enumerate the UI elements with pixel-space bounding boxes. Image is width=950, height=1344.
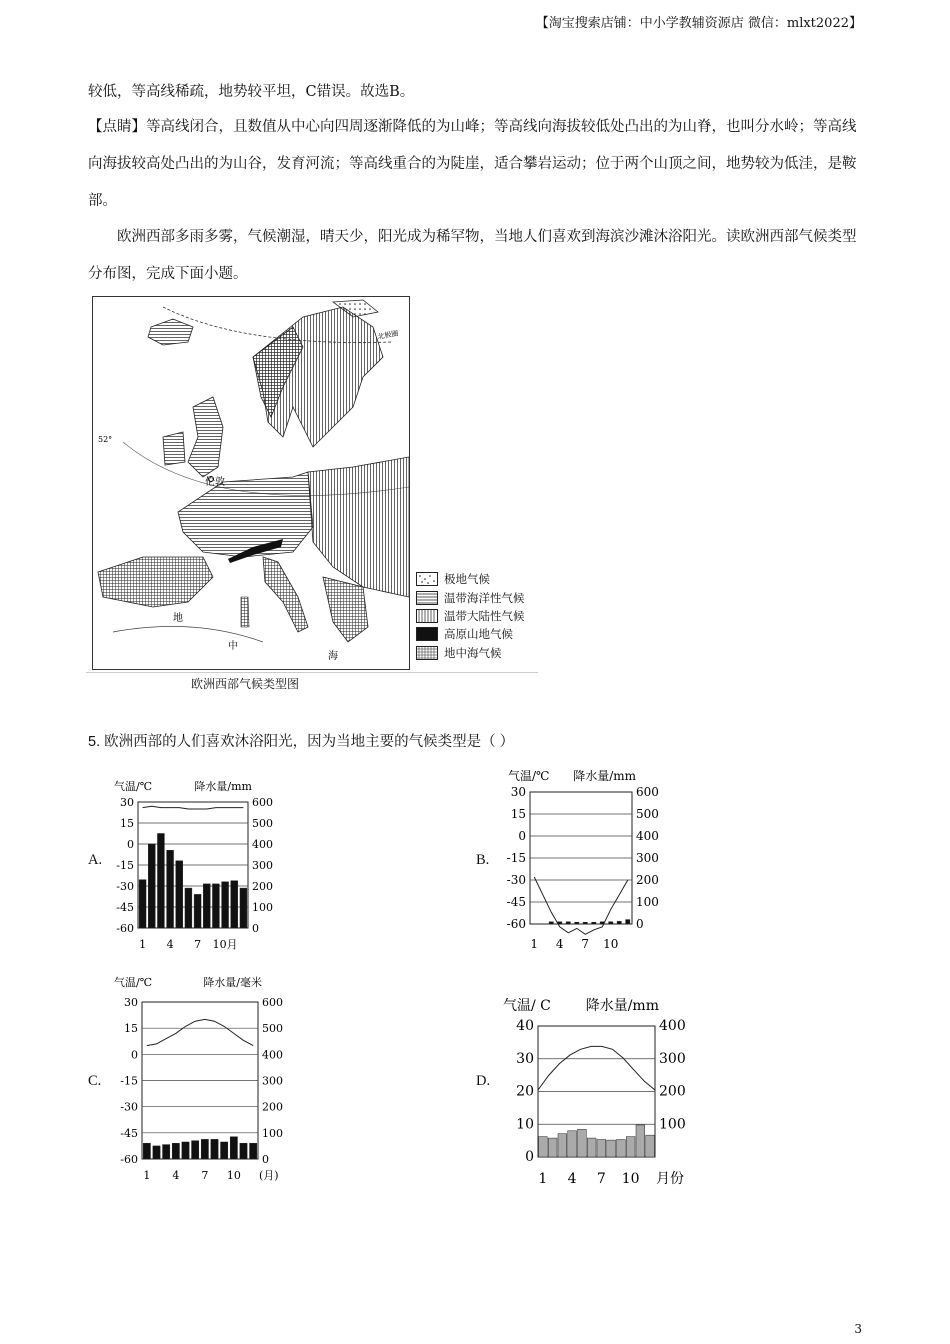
chart-precip-bar xyxy=(583,922,587,924)
chart-precip-bar xyxy=(172,1143,179,1159)
chart-precip-tick: 300 xyxy=(636,851,659,865)
chart-x-tick: 1 xyxy=(143,1169,151,1182)
legend-item xyxy=(416,570,525,588)
chart-temp-tick: 0 xyxy=(518,829,526,843)
chart-x-tick: 1 xyxy=(530,937,539,951)
chart-precip-tick: 0 xyxy=(252,922,259,935)
chart-precip-bar xyxy=(587,1138,596,1157)
chart-x-tick: 4 xyxy=(555,937,564,951)
chart-temp-tick: -30 xyxy=(506,873,526,887)
chart-precip-tick: 200 xyxy=(659,1083,686,1100)
chart-ylabel-left: 气温/ C xyxy=(503,998,551,1014)
chart-precip-bar xyxy=(192,1141,199,1159)
map-graphic xyxy=(93,297,409,669)
chart-x-tick: 4 xyxy=(567,1171,577,1187)
chart-ylabel-right: 降水量/mm xyxy=(585,998,659,1014)
chart-temp-tick: 0 xyxy=(525,1149,534,1165)
chart-precip-tick: 200 xyxy=(252,880,273,893)
chart-precip-bar xyxy=(148,844,155,928)
chart-precip-tick: 600 xyxy=(252,796,273,809)
chart-temp-tick: -45 xyxy=(116,901,134,914)
chart-precip-tick: 500 xyxy=(262,1022,283,1036)
chart-precip-tick: 500 xyxy=(252,817,273,830)
map-label-london: 伦敦 xyxy=(205,477,225,488)
chart-temp-tick: -60 xyxy=(116,922,134,935)
chart-precip-bar xyxy=(203,884,210,928)
chart-x-tick: 4 xyxy=(172,1169,180,1182)
chart-x-tick: (月) xyxy=(258,1169,279,1182)
legend-item xyxy=(416,588,525,606)
chart-precip-bar xyxy=(231,881,238,928)
chart-precip-tick: 300 xyxy=(252,859,273,872)
chart-precip-tick: 100 xyxy=(262,1126,283,1140)
chart-temp-line xyxy=(534,877,628,934)
chart-x-tick: 1 xyxy=(538,1171,548,1187)
chart-temp-tick: 30 xyxy=(124,996,138,1009)
chart-x-tick: 10月 xyxy=(212,938,238,951)
chart-x-tick: 10 xyxy=(226,1169,241,1182)
chart-x-tick: 10 xyxy=(621,1171,640,1187)
chart-temp-tick: 40 xyxy=(516,1018,534,1034)
legend-item xyxy=(416,607,525,625)
chart-precip-bar xyxy=(250,1143,257,1159)
chart-x-tick: 7 xyxy=(596,1171,606,1187)
map-label-sea: 海 xyxy=(328,651,338,662)
chart-precip-bar xyxy=(548,1138,557,1157)
option-c-label: C. xyxy=(88,1073,102,1089)
chart-temp-tick: 20 xyxy=(516,1083,534,1100)
question-5: 5. 欧洲西部的人们喜欢沐浴阳光，因为当地主要的气候类型是（ ） xyxy=(88,734,515,750)
paragraph-1: 较低，等高线稀疏，地势较平坦，C错误。故选B。 xyxy=(88,84,415,100)
chart-precip-tick: 200 xyxy=(636,873,659,887)
option-a-label: A. xyxy=(88,852,103,868)
legend-swatch-polar xyxy=(416,572,438,586)
chart-ylabel-right: 降水量/mm xyxy=(573,769,636,783)
climate-chart-d xyxy=(495,996,725,1191)
chart-ylabel-left: 气温/℃ xyxy=(114,780,153,793)
chart-precip-bar xyxy=(607,1140,616,1157)
chart-x-tick: 7 xyxy=(581,937,590,951)
chart-precip-bar xyxy=(139,880,146,928)
chart-temp-tick: 0 xyxy=(131,1048,138,1062)
climate-chart-a xyxy=(106,776,286,956)
map-legend xyxy=(416,570,525,662)
chart-temp-tick: 30 xyxy=(120,796,134,809)
climate-chart-b xyxy=(500,766,670,956)
chart-temp-tick: -15 xyxy=(120,1074,138,1088)
chart-precip-bar xyxy=(167,850,174,928)
chart-precip-bar xyxy=(592,922,596,924)
chart-precip-tick: 300 xyxy=(262,1074,283,1088)
option-d-label: D. xyxy=(476,1073,491,1089)
chart-precip-bar xyxy=(240,1143,247,1159)
chart-x-tick: 10 xyxy=(603,937,619,951)
chart-temp-tick: 30 xyxy=(510,785,526,799)
chart-temp-tick: 15 xyxy=(510,807,526,821)
legend-item xyxy=(416,625,525,643)
chart-precip-tick: 200 xyxy=(262,1100,283,1114)
map-label-lat: 52° xyxy=(98,435,113,444)
chart-temp-tick: -45 xyxy=(120,1126,138,1140)
chart-temp-tick: -30 xyxy=(120,1100,138,1114)
europe-climate-map xyxy=(92,296,410,670)
legend-label: 高原山地气候 xyxy=(444,627,513,642)
chart-precip-tick: 400 xyxy=(659,1018,686,1034)
map-label-mid: 中 xyxy=(228,641,238,652)
chart-temp-line xyxy=(538,1046,655,1090)
chart-x-tick: 月份 xyxy=(655,1171,684,1187)
chart-ylabel-right: 降水量/mm xyxy=(194,780,252,793)
chart-precip-bar xyxy=(157,834,164,929)
chart-temp-line xyxy=(143,806,244,809)
chart-precip-bar xyxy=(201,1139,208,1159)
chart-precip-bar xyxy=(212,884,219,928)
chart-precip-bar xyxy=(194,894,201,928)
chart-temp-line xyxy=(147,1019,253,1045)
chart-temp-tick: 10 xyxy=(516,1116,534,1133)
chart-precip-tick: 300 xyxy=(659,1050,686,1067)
map-caption-text: 欧洲西部气候类型图 xyxy=(191,677,300,691)
chart-precip-bar xyxy=(222,882,229,928)
chart-precip-tick: 400 xyxy=(252,838,273,851)
chart-precip-bar xyxy=(240,888,247,928)
option-b-label: B. xyxy=(476,852,490,868)
chart-precip-bar xyxy=(176,861,183,928)
legend-swatch-highland xyxy=(416,627,438,641)
chart-precip-tick: 500 xyxy=(636,807,659,821)
chart-precip-bar xyxy=(626,920,630,924)
map-caption xyxy=(86,672,538,692)
chart-x-tick: 7 xyxy=(201,1169,209,1182)
chart-precip-bar xyxy=(597,1140,606,1157)
chart-ylabel-right: 降水量/毫米 xyxy=(203,976,262,989)
chart-precip-bar xyxy=(221,1142,228,1159)
chart-temp-tick: -15 xyxy=(116,859,134,872)
chart-temp-tick: 0 xyxy=(127,838,134,851)
chart-precip-tick: 400 xyxy=(636,829,659,843)
chart-x-tick: 7 xyxy=(194,938,202,951)
legend-swatch-continental xyxy=(416,609,438,623)
chart-precip-bar xyxy=(575,922,579,924)
map-label-land: 地 xyxy=(173,613,183,624)
page-header: 【淘宝搜索店铺：中小学教辅资源店 微信：mlxt2022】 xyxy=(535,16,862,31)
chart-ylabel-left: 气温/℃ xyxy=(508,769,550,783)
legend-label: 温带大陆性气候 xyxy=(444,608,525,623)
chart-temp-tick: -60 xyxy=(120,1153,138,1166)
chart-temp-tick: 15 xyxy=(124,1022,138,1036)
chart-temp-tick: 30 xyxy=(516,1050,534,1067)
chart-temp-tick: -60 xyxy=(506,917,526,931)
chart-temp-tick: -15 xyxy=(506,851,526,865)
chart-precip-bar xyxy=(538,1137,547,1157)
chart-temp-tick: -45 xyxy=(506,895,526,909)
chart-precip-tick: 400 xyxy=(262,1048,283,1062)
chart-precip-bar xyxy=(230,1137,237,1159)
chart-precip-bar xyxy=(568,1131,577,1157)
chart-precip-tick: 100 xyxy=(659,1116,686,1133)
legend-label: 极地气候 xyxy=(444,572,490,587)
chart-precip-tick: 0 xyxy=(262,1153,269,1166)
chart-precip-bar xyxy=(143,1143,150,1159)
chart-temp-tick: -30 xyxy=(116,880,134,893)
chart-ylabel-left: 气温/℃ xyxy=(114,976,153,989)
chart-precip-tick: 0 xyxy=(636,917,644,931)
chart-precip-bar xyxy=(646,1135,655,1157)
chart-temp-tick: 15 xyxy=(120,817,134,830)
chart-precip-bar xyxy=(626,1137,635,1157)
legend-label: 温带海洋性气候 xyxy=(444,590,525,605)
page-number: 3 xyxy=(854,1322,862,1336)
chart-precip-bar xyxy=(566,922,570,924)
chart-precip-tick: 100 xyxy=(636,895,659,909)
chart-precip-bar xyxy=(549,922,553,924)
legend-label: 地中海气候 xyxy=(444,645,502,660)
chart-precip-bar xyxy=(616,1140,625,1157)
paragraph-3: 欧洲西部多雨多雾，气候潮湿，晴天少，阳光成为稀罕物，当地人们喜欢到海滨沙滩沐浴阳光。读欧洲西部气候类型分布图，完成下面小题。 xyxy=(88,229,857,282)
map-label-arctic: 北极圈 xyxy=(376,329,400,341)
climate-chart-c xyxy=(106,972,296,1187)
chart-precip-bar xyxy=(182,1142,189,1159)
legend-swatch-mediterranean xyxy=(416,646,438,660)
chart-precip-bar xyxy=(211,1139,218,1159)
chart-precip-tick: 600 xyxy=(636,785,659,799)
chart-x-tick: 4 xyxy=(166,938,174,951)
paragraph-2: 【点睛】等高线闭合，且数值从中心向四周逐渐降低的为山峰；等高线向海拔较低处凸出的为山脊，也叫分水岭；等高线向海拔较高处凸出的为山谷，发育河流；等高线重合的为陡崖，适合攀岩运动；位于两个山顶之间，地势较为低洼，是鞍部。 xyxy=(88,119,857,209)
chart-precip-bar xyxy=(558,1134,567,1157)
chart-precip-bar xyxy=(636,1125,645,1157)
chart-precip-bar xyxy=(185,888,192,928)
legend-item xyxy=(416,644,525,662)
chart-x-tick: 1 xyxy=(139,938,147,951)
chart-precip-bar xyxy=(577,1129,586,1157)
chart-precip-tick: 600 xyxy=(262,996,283,1009)
chart-precip-bar xyxy=(617,921,621,924)
chart-precip-tick: 100 xyxy=(252,901,273,914)
legend-swatch-oceanic xyxy=(416,591,438,605)
chart-precip-bar xyxy=(609,922,613,924)
chart-precip-bar xyxy=(153,1146,160,1159)
chart-precip-bar xyxy=(163,1145,170,1159)
